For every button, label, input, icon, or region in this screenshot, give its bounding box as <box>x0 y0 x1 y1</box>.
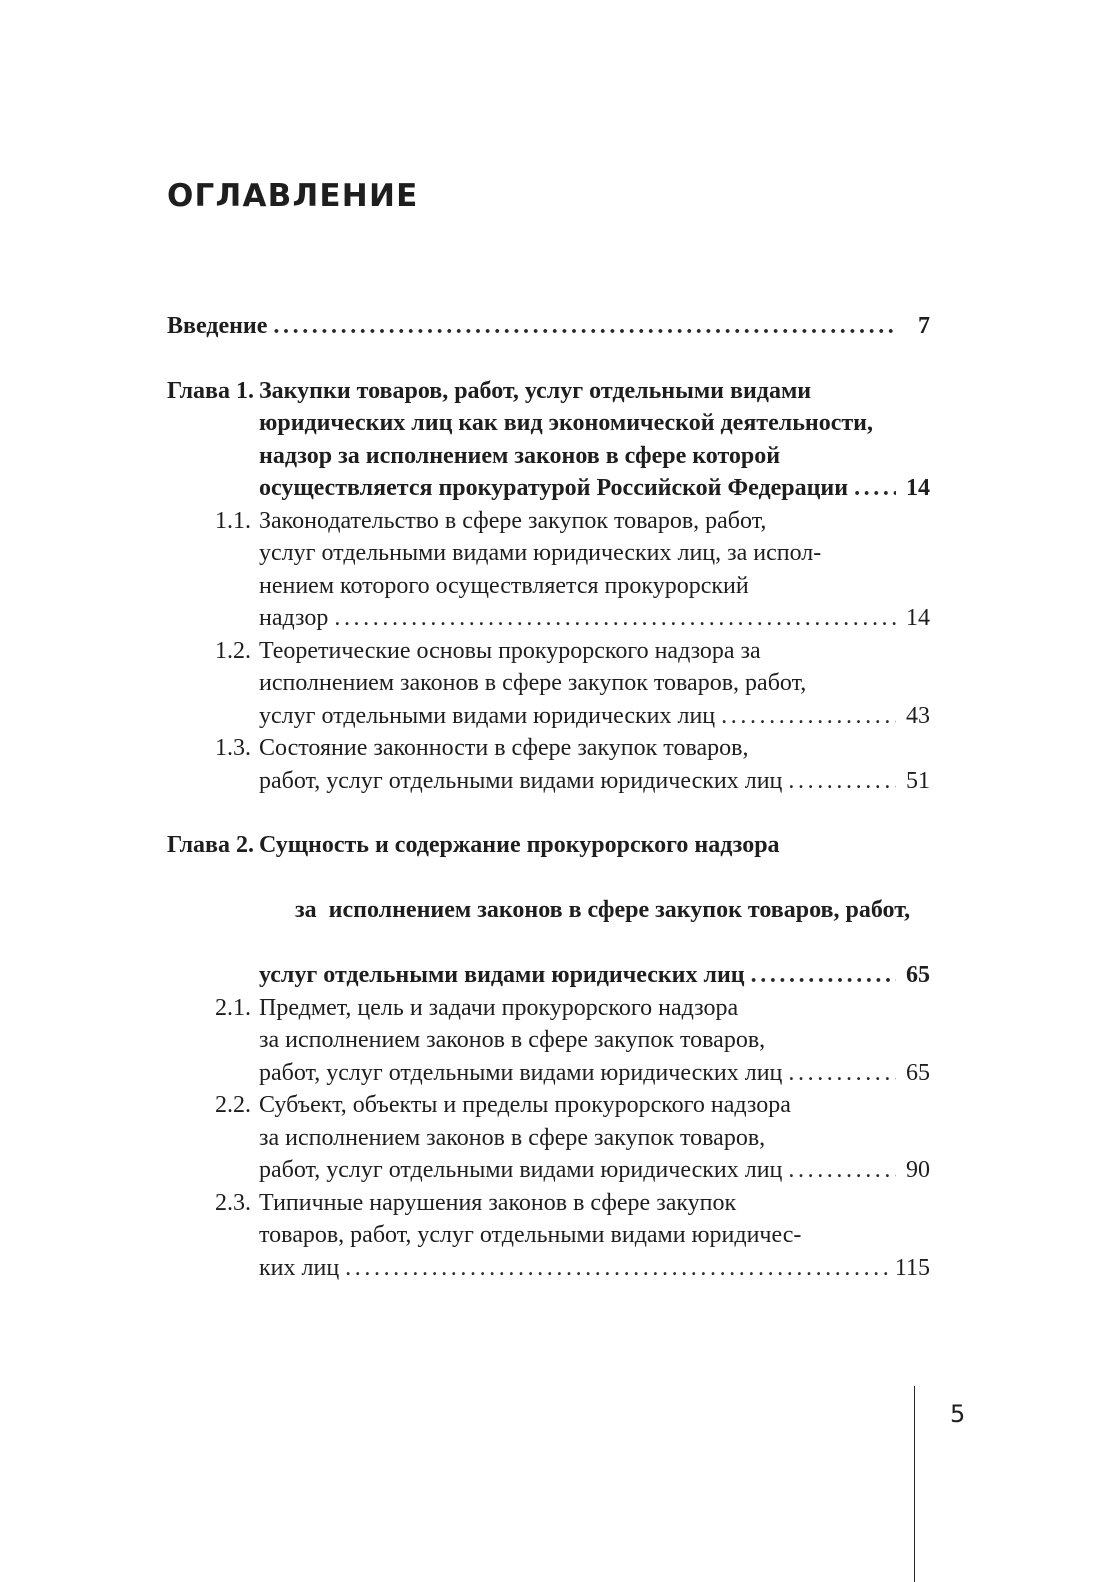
toc-entry-section-2-2[interactable] <box>167 1089 930 1187</box>
page-number: 5 <box>950 1400 966 1428</box>
toc-entry-chapter-2[interactable] <box>167 829 930 992</box>
section-title-line: Теоретические основы прокурорского надзора за <box>259 637 761 664</box>
toc-page-number: 14 <box>906 605 930 631</box>
section-title-line: надзор <box>259 605 329 631</box>
chapter-title-line: осуществляется прокуратурой Российской Федерации <box>259 475 849 501</box>
chapter-title-line: Закупки товаров, работ, услуг отдельными видами <box>259 377 812 404</box>
toc-page-number: 65 <box>906 962 930 988</box>
section-title-line: услуг отдельными видами юридических лиц <box>259 702 716 729</box>
section-title-line: ких лиц <box>259 1254 340 1281</box>
section-title-line: работ, услуг отдельными видами юридических лиц <box>259 1059 783 1086</box>
chapter-label: Глава 2. <box>167 832 254 858</box>
section-title-line: Состояние законности в сфере закупок товаров, <box>259 735 749 761</box>
dot-leader <box>751 959 896 992</box>
toc-page-number: 14 <box>906 475 930 501</box>
toc-page-number: 51 <box>906 767 930 794</box>
chapter-title-line: надзор за исполнением законов в сфере которой <box>259 442 781 469</box>
toc-entry-chapter-1[interactable] <box>167 375 930 505</box>
table-of-contents <box>167 310 930 1284</box>
dot-leader <box>721 700 896 733</box>
section-number: 2.3. <box>215 1189 251 1216</box>
chapter-title-line: юридических лиц как вид экономической деятельности, <box>259 410 873 436</box>
toc-entry-section-1-3[interactable] <box>167 732 930 797</box>
page-divider-line <box>914 1386 915 1582</box>
toc-page-number: 115 <box>894 1254 930 1281</box>
dot-leader <box>788 1154 896 1187</box>
section-number: 1.3. <box>215 735 251 761</box>
toc-entry-section-2-3[interactable] <box>167 1187 930 1285</box>
toc-entry-section-1-2[interactable] <box>167 635 930 733</box>
toc-entry-title: Введение <box>167 313 268 339</box>
toc-entry-section-1-1[interactable] <box>167 505 930 635</box>
section-title-line: Предмет, цель и задачи прокурорского надзора <box>259 994 739 1021</box>
chapter-title-line: Сущность и содержание прокурорского надзора <box>259 832 780 858</box>
toc-entry-introduction[interactable] <box>167 310 930 343</box>
section-title-line: Субъект, объекты и пределы прокурорского надзора <box>259 1092 791 1118</box>
section-number: 2.1. <box>215 994 251 1021</box>
section-number: 1.1. <box>215 507 251 534</box>
section-title-line: нением которого осуществляется прокурорский <box>259 572 749 599</box>
toc-page-number: 90 <box>906 1157 930 1183</box>
section-title-line: за исполнением законов в сфере закупок товаров, <box>259 1124 766 1151</box>
dot-leader <box>345 1252 889 1285</box>
chapter-label: Глава 1. <box>167 377 254 404</box>
section-title-line: услуг отдельными видами юридических лиц, за испол- <box>259 540 822 566</box>
section-title-line: Законодательство в сфере закупок товаров, работ, <box>259 507 767 534</box>
dot-leader <box>334 602 896 635</box>
toc-page-number: 65 <box>906 1059 930 1086</box>
section-title-line: товаров, работ, услуг отдельными видами юридичес- <box>259 1222 802 1248</box>
dot-leader <box>273 310 896 343</box>
toc-entry-section-2-1[interactable] <box>167 992 930 1090</box>
chapter-title-line: услуг отдельными видами юридических лиц <box>259 962 745 988</box>
section-number: 1.2. <box>215 637 251 664</box>
toc-page-number: 7 <box>918 313 930 339</box>
section-title-line: за исполнением законов в сфере закупок товаров, <box>259 1027 766 1053</box>
toc-page-number: 43 <box>906 702 930 729</box>
dot-leader <box>854 472 896 505</box>
section-title-line: исполнением законов в сфере закупок товаров, работ, <box>259 670 807 696</box>
dot-leader <box>788 765 896 798</box>
chapter-title-line: за исполнением законов в сфере закупок товаров, работ, <box>295 897 911 923</box>
section-title-line: работ, услуг отдельными видами юридических лиц <box>259 1157 783 1183</box>
section-title-line: Типичные нарушения законов в сфере закупок <box>259 1189 737 1216</box>
toc-heading: ОГЛАВЛЕНИЕ <box>167 178 419 214</box>
dot-leader <box>788 1057 896 1090</box>
section-number: 2.2. <box>215 1092 251 1118</box>
section-title-line: работ, услуг отдельными видами юридических лиц <box>259 767 783 794</box>
